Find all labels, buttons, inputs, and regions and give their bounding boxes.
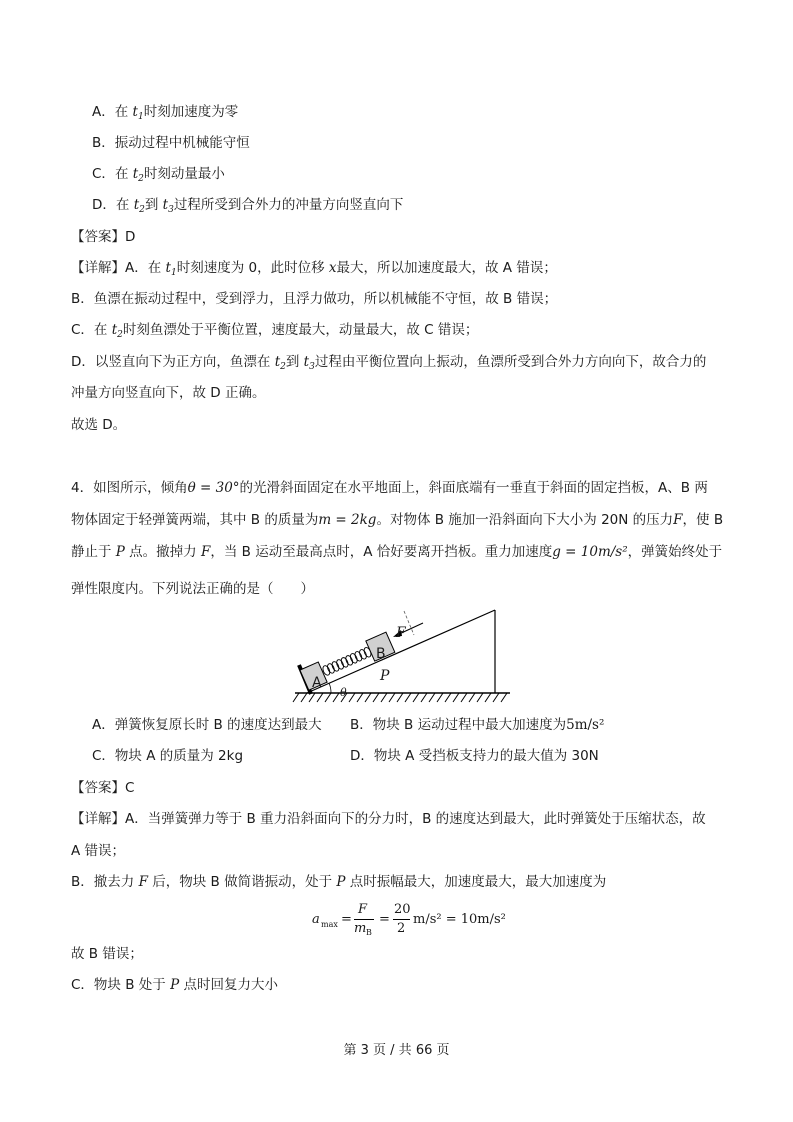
option-a: A．在 $t_1$时刻加速度为零 xyxy=(92,104,239,122)
detail-c: C．在 $t_2$时刻鱼漂处于平衡位置，速度最大，动量最大，故 C 错误； xyxy=(71,322,479,340)
answer-line: 【答案】D xyxy=(71,229,136,245)
q4-line4: 弹性限度内。下列说法正确的是（ ） xyxy=(71,581,314,597)
q4-line3: 静止于 P 点。撤掉力 F，当 B 运动至最高点时，A 恰好要离开挡板。重力加速度g = 10m/s²，弹簧始终处于 xyxy=(71,544,723,560)
q4-option-d: D．物块 A 受挡板支持力的最大值为 30N xyxy=(350,748,599,764)
q4-option-b: B．物块 B 运动过程中最大加速度为5m/s² xyxy=(350,717,605,733)
q4-detail-c-line1: C．物块 B 处于 P 点时回复力大小 xyxy=(71,977,278,993)
option-c: C．在 $t_2$时刻动量最小 xyxy=(92,166,225,184)
figure-label-p: P xyxy=(380,668,390,684)
figure-label-theta: θ xyxy=(340,686,347,699)
q4-detail-b-line2: 故 B 错误； xyxy=(71,946,143,962)
q4-answer-line: 【答案】C xyxy=(71,780,135,796)
detail-d-line2: 冲量方向竖直向下，故 D 正确。 xyxy=(71,385,266,401)
q4-line1: 4．如图所示，倾角θ = 30°的光滑斜面固定在水平地面上，斜面底端有一垂直于斜面的固定挡板，A、B 两 xyxy=(71,480,708,496)
figure-label-b: B xyxy=(376,646,386,662)
option-d: D．在 $t_2$到 $t_3$过程所受到合外力的冲量方向竖直向下 xyxy=(92,197,404,215)
incline-figure xyxy=(285,605,515,710)
conclusion: 故选 D。 xyxy=(71,417,127,433)
detail-a: 【详解】A．在 $t_1$时刻速度为 0，此时位移 x最大，所以加速度最大，故 A 错误； xyxy=(71,260,557,278)
option-b: B．振动过程中机械能守恒 xyxy=(92,135,250,151)
q4-detail-b-line1: B．撤去力 F 后，物块 B 做简谐振动，处于 P 点时振幅最大，加速度最大，最大加速度为 xyxy=(71,874,607,890)
figure-label-a: A xyxy=(312,675,322,691)
q4-option-c: C．物块 A 的质量为 2kg xyxy=(92,748,244,764)
page-footer: 第 3 页 / 共 66 页 xyxy=(343,1043,450,1058)
detail-b: B．鱼漂在振动过程中，受到浮力，且浮力做功，所以机械能不守恒，故 B 错误； xyxy=(71,291,558,307)
detail-d-line1: D．以竖直向下为正方向，鱼漂在 $t_2$到 $t_3$过程由平衡位置向上振动，鱼漂所受到合外力方向向下，故合力的 xyxy=(71,354,707,372)
figure-label-f: F xyxy=(396,625,406,641)
equation: a max = F m B = 20 2 m/s² = 10m/s² xyxy=(312,902,506,937)
q4-option-a: A．弹簧恢复原长时 B 的速度达到最大 xyxy=(92,717,322,733)
q4-line2: 物体固定于轻弹簧两端，其中 B 的质量为m = 2kg。对物体 B 施加一沿斜面向下大小为 20N 的压力F，使 B xyxy=(71,512,724,528)
q4-detail-a-line2: A 错误； xyxy=(71,843,126,859)
q4-detail-a-line1: 【详解】A．当弹簧弹力等于 B 重力沿斜面向下的分力时，B 的速度达到最大，此时弹簧处于压缩状态，故 xyxy=(71,811,706,827)
